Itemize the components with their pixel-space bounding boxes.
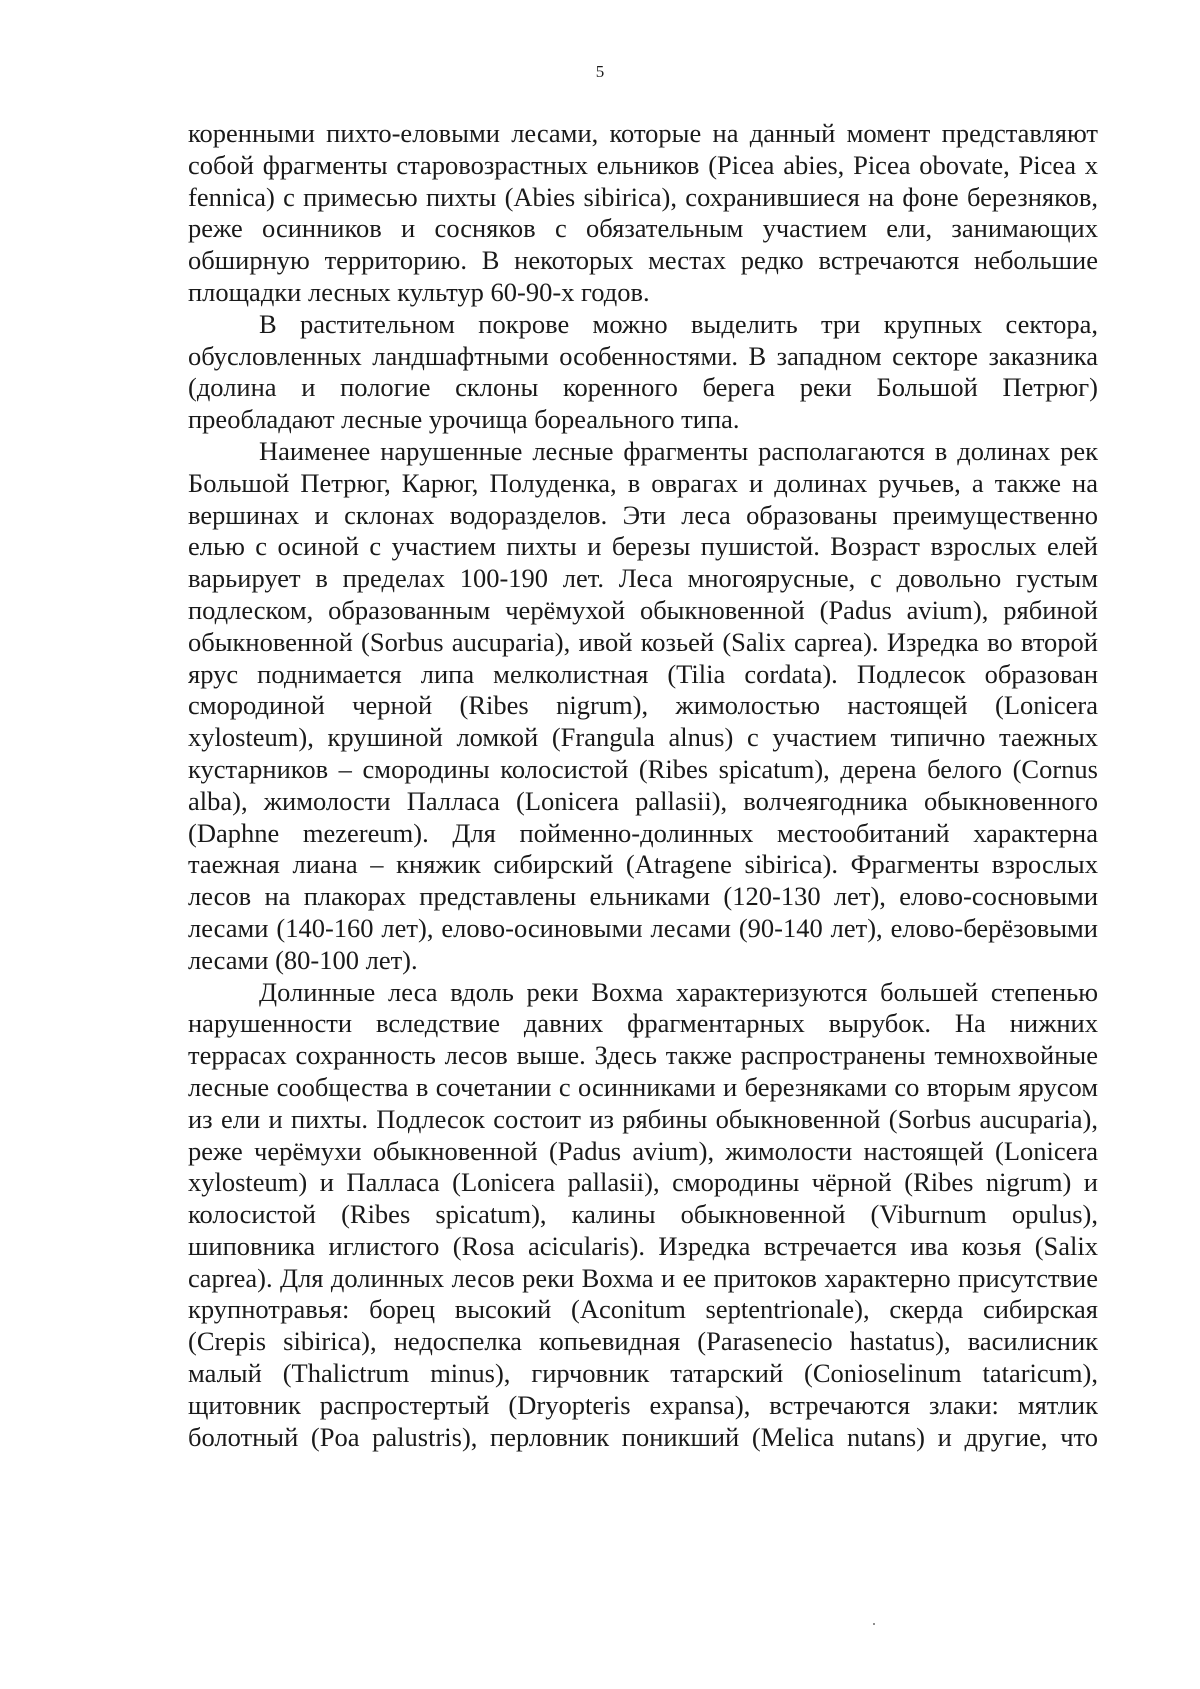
paragraph-least-disturbed-forests: Наименее нарушенные лесные фрагменты располагаются в долинах рек Большой Петрюг, Карюг, Полуденка, в оврагах и долинах ручьев, а также на вершинах и склонах водоразделов. Эти леса образованы преимущественно елью с осиной с участием пихты и березы пушистой. Возраст взрослых елей варьирует в пределах 100-190 лет. Леса многоярусные, с довольно густым подлеском, образованным черёмухой обыкновенной (Padus avium), рябиной обыкновенной (Sorbus aucuparia), ивой козьей (Salix caprea). Изредка во второй ярус поднимается липа мелколистная (Tilia cordata). Подлесок образован смородиной черной (Ribes nigrum), жимолостью настоящей (Lonicera xylosteum), крушиной ломкой (Frangula alnus) с участием типично таежных кустарников – смородины колосистой (Ribes spicatum), дерена белого (Cornus alba), жимолости Палласа (Lonicera pallasii), волчеягодника обыкновенного (Daphne mezereum). Для пойменно-долинных местообитаний характерна таежная лиана – княжик сибирский (Atragene sibirica). Фрагменты взрослых лесов на плакорах представлены ельниками (120-130 лет), елово-сосновыми лесами (140-160 лет), елово-осиновыми лесами (90-140 лет), елово-берёзовыми лесами (80-100 лет). [188,435,1098,975]
scan-speck [873,1623,875,1625]
body-text [188,118,1098,1453]
paragraph-vegetation-sectors: В растительном покрове можно выделить три крупных сектора, обусловленных ландшафтными особенностями. В западном секторе заказника (долина и пологие склоны коренного берега реки Большой Петрюг) преобладают лесные урочища бореального типа. [188,308,1098,435]
paragraph-forest-continuation: коренными пихто-еловыми лесами, которые на данный момент представляют собой фрагменты старовозрастных ельников (Picea abies, Picea obovate, Picea x fennica) с примесью пихты (Abies sibirica), сохранившиеся на фоне березняков, реже осинников и сосняков с обязательным участием ели, занимающих обширную территорию. В некоторых местах редко встречаются небольшие площадки лесных культур 60-90-х годов. [188,118,1098,307]
page-number: 5 [595,62,605,81]
paragraph-vokhma-valley-forests: Долинные леса вдоль реки Вохма характеризуются большей степенью нарушенности вследствие давних фрагментарных вырубок. На нижних террасах сохранность лесов выше. Здесь также распространены темнохвойные лесные сообщества в сочетании с осинниками и березняками со вторым ярусом из ели и пихты. Подлесок состоит из рябины обыкновенной (Sorbus aucuparia), реже черёмухи обыкновенной (Padus avium), жимолости настоящей (Lonicera xylosteum) и Палласа (Lonicera pallasii), смородины чёрной (Ribes nigrum) и колосистой (Ribes spicatum), калины обыкновенной (Viburnum opulus), шиповника иглистого (Rosa acicularis). Изредка встречается ива козья (Salix caprea). Для долинных лесов реки Вохма и ее притоков характерно присутствие крупнотравья: борец высокий (Aconitum septentrionale), скерда сибирская (Crepis sibirica), недоспелка копьевидная (Parasenecio hastatus), василисник малый (Thalictrum minus), гирчовник татарский (Conioselinum tataricum), щитовник распростертый (Dryopteris expansa), встречаются злаки: мятлик болотный (Poa palustris), перловник поникший (Melica nutans) и другие, что [188,976,1098,1452]
